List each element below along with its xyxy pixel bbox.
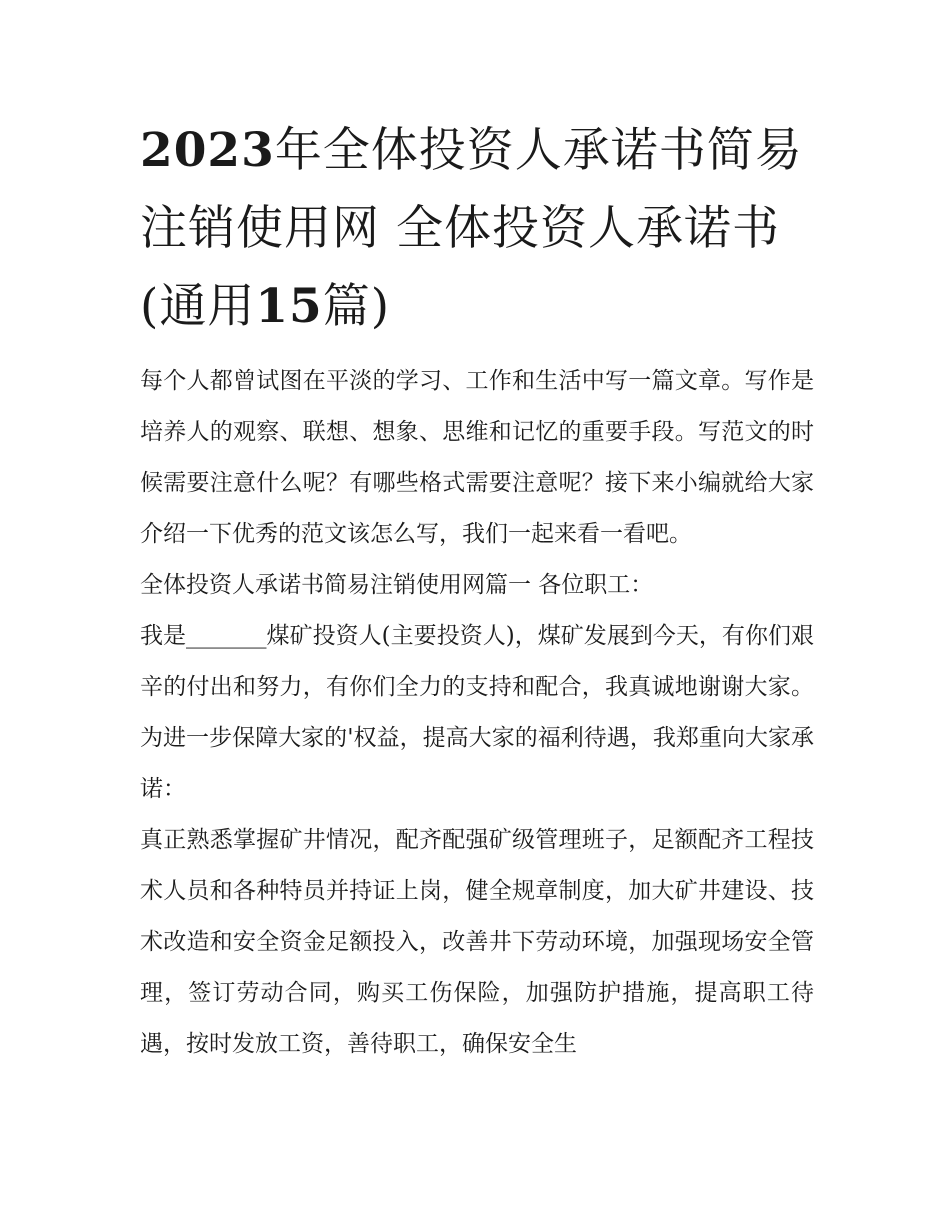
title-count: 15: [255, 279, 323, 334]
body-paragraph: 我是_______煤矿投资人(主要投资人)，煤矿发展到今天，有你们艰辛的付出和努力，有你们全力的支持和配合，我真诚地谢谢大家。为进一步保障大家的'权益，提高大家的福利待遇，我郑重向大家承诺：: [140, 623, 814, 802]
document-page: [140, 112, 814, 1070]
section-heading: 全体投资人承诺书简易注销使用网篇一 各位职工：: [140, 572, 654, 598]
title-main: 年全体投资人承诺书简易注销使用网 全体投资人承诺书(通用: [140, 123, 803, 334]
body-paragraph: 真正熟悉掌握矿井情况，配齐配强矿级管理班子，足额配齐工程技术人员和各种特员并持证上岗，健全规章制度，加大矿井建设、技术改造和安全资金足额投入，改善井下劳动环境，加强现场安全管理，签订劳动合同，购买工伤保险，加强防护措施，提高职工待遇，按时发放工资，善待职工，确保安全生: [140, 827, 814, 1057]
title-year: 2023: [140, 123, 275, 178]
document-title: [140, 112, 814, 346]
title-tail: 篇): [322, 279, 391, 334]
intro-paragraph: 每个人都曾试图在平淡的学习、工作和生活中写一篇文章。写作是培养人的观察、联想、想象、思维和记忆的重要手段。写范文的时候需要注意什么呢？有哪些格式需要注意呢？接下来小编就给大家介绍一下优秀的范文该怎么写，我们一起来看一看吧。: [140, 368, 814, 547]
